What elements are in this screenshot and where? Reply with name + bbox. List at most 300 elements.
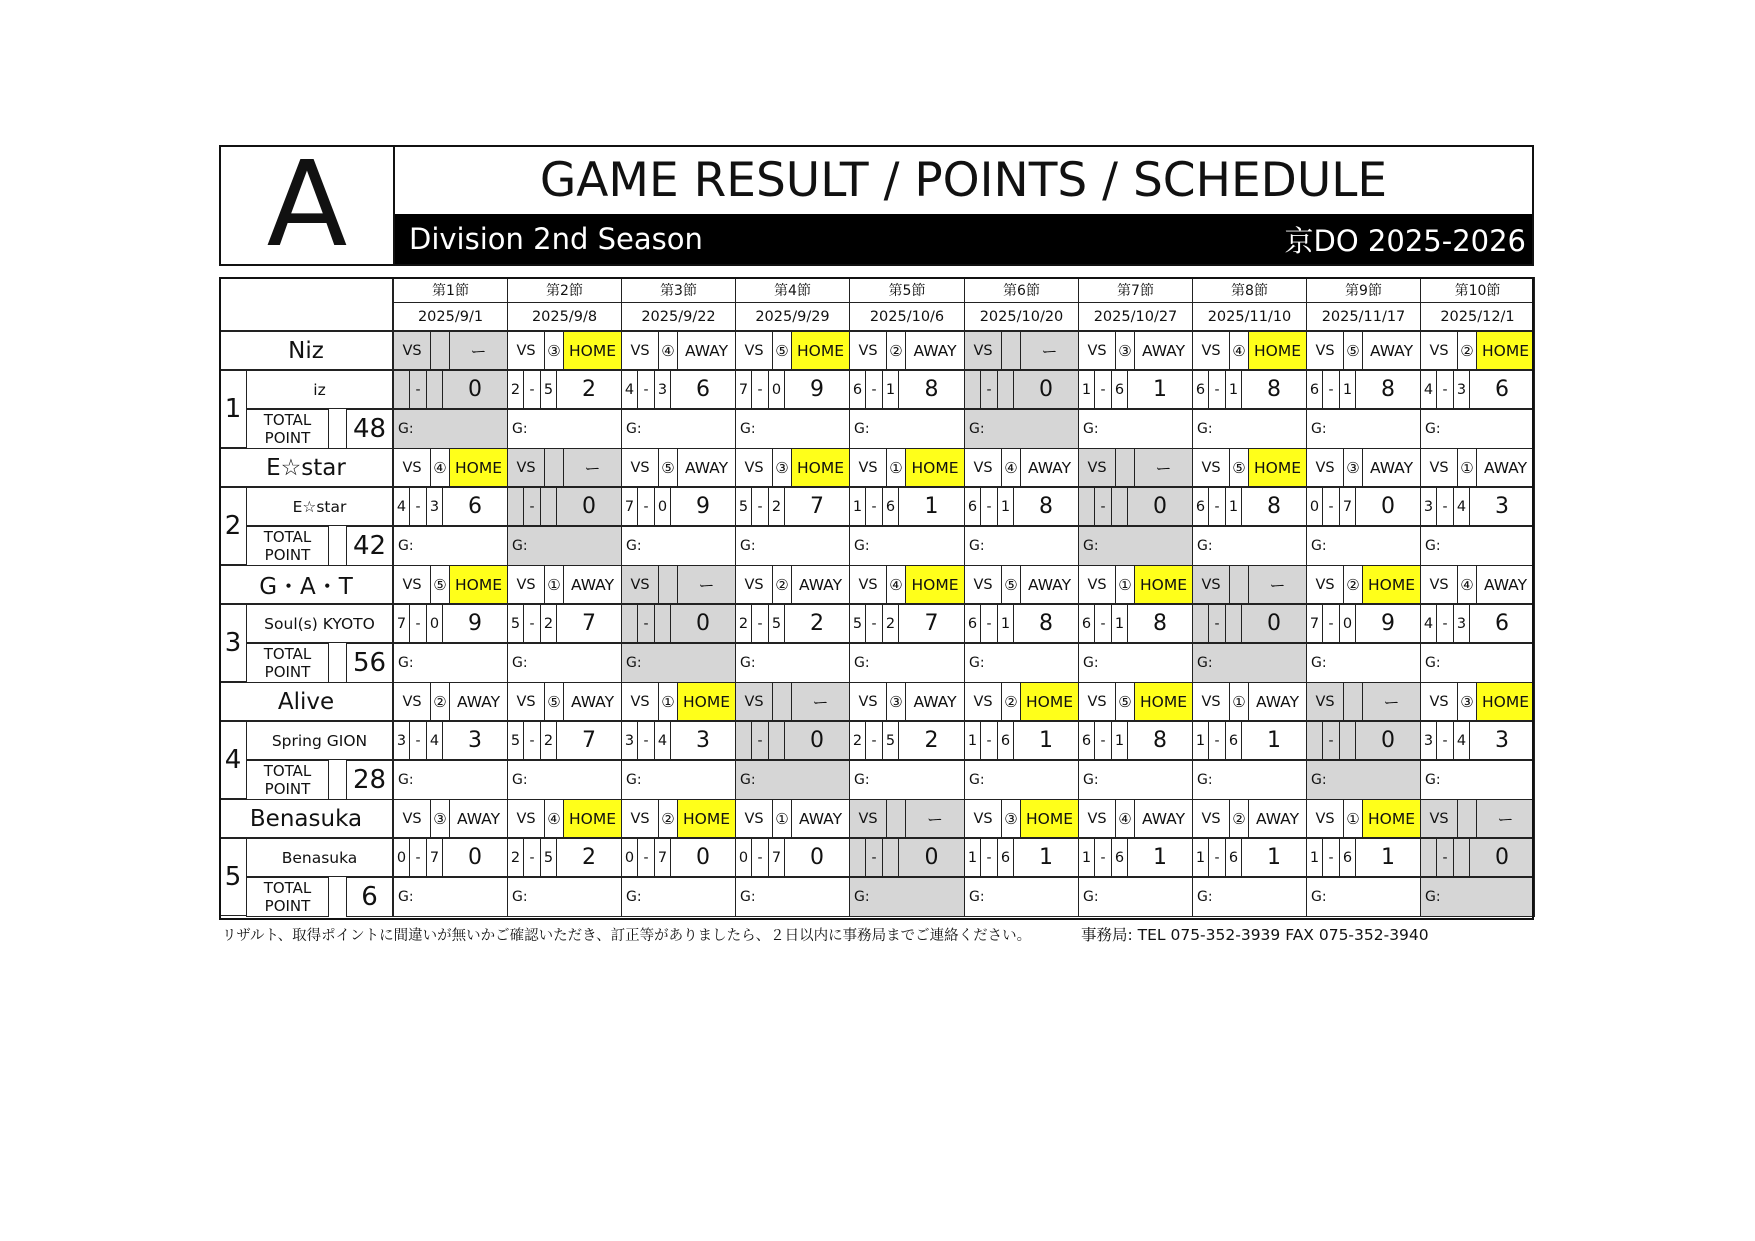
score-sep: - [751, 604, 769, 643]
round-date: 2025/9/22 [621, 302, 736, 331]
match-points: 0 [442, 370, 508, 409]
goal-scorers: G: [735, 643, 850, 683]
match-points: 6 [442, 487, 508, 526]
opponent-number: ③ [1115, 331, 1135, 370]
goal-scorers: G: [1420, 760, 1535, 800]
bye-dash: ー [905, 799, 965, 838]
score-for: 1 [1192, 721, 1209, 760]
match-points: 8 [1241, 370, 1307, 409]
team-venue: Spring GION [246, 721, 393, 760]
score-sep: - [409, 370, 427, 409]
opponent-number: ③ [1343, 448, 1363, 487]
opponent-blank [1115, 448, 1135, 487]
score-for: 1 [964, 721, 981, 760]
vs-label: VS [1078, 565, 1116, 604]
venue-side-away: AWAY [449, 682, 508, 721]
score-for: 6 [1306, 370, 1323, 409]
vs-label: VS [621, 682, 659, 721]
goal-scorers: G: [735, 409, 850, 449]
total-point-label [246, 760, 329, 800]
match-points: 3 [1469, 487, 1535, 526]
score-against: 5 [540, 838, 557, 877]
score-for: 5 [507, 604, 524, 643]
round-date: 2025/9/8 [507, 302, 622, 331]
score-for: 1 [1306, 838, 1323, 877]
score-sep: - [1208, 721, 1226, 760]
round-label: 第4節 [735, 277, 850, 303]
score-sep: - [980, 604, 998, 643]
goal-scorers: G: [393, 526, 508, 566]
opponent-number: ② [886, 331, 906, 370]
score-against: 7 [768, 838, 785, 877]
goal-scorers: G: [849, 409, 965, 449]
venue-side-away: AWAY [791, 565, 850, 604]
score-sep: - [865, 838, 883, 877]
total-point-value: 48 [346, 409, 393, 449]
goal-scorers: G: [849, 526, 965, 566]
opponent-number: ① [658, 682, 678, 721]
round-label: 第6節 [964, 277, 1079, 303]
goal-scorers: G: [1306, 877, 1421, 917]
vs-label: VS [621, 565, 659, 604]
round-date: 2025/9/29 [735, 302, 850, 331]
vs-label: VS [849, 331, 887, 370]
score-sep: - [523, 370, 541, 409]
round-label: 第5節 [849, 277, 965, 303]
score-sep: - [1208, 604, 1226, 643]
opponent-number: ① [544, 565, 564, 604]
score-for: 0 [393, 838, 410, 877]
score-for: 7 [1306, 604, 1323, 643]
score-sep: - [751, 838, 769, 877]
bye-dash: ー [1362, 682, 1421, 721]
score-for: 5 [849, 604, 866, 643]
match-points: 6 [670, 370, 736, 409]
score-sep: - [980, 487, 998, 526]
vs-label: VS [849, 565, 887, 604]
score-against: 0 [654, 487, 671, 526]
goal-scorers: G: [1306, 760, 1421, 800]
opponent-number: ⑤ [658, 448, 678, 487]
venue-side-away: AWAY [1134, 331, 1193, 370]
score-for: 6 [964, 604, 981, 643]
venue-side-home: HOME [677, 799, 736, 838]
bye-dash: ー [1020, 331, 1079, 370]
round-label: 第9節 [1306, 277, 1421, 303]
vs-label: VS [964, 565, 1002, 604]
score-sep: - [1094, 487, 1112, 526]
opponent-number: ⑤ [772, 331, 792, 370]
goal-scorers: G: [621, 409, 736, 449]
score-for: 0 [735, 838, 752, 877]
opponent-number: ③ [430, 799, 450, 838]
venue-side-away: AWAY [1020, 448, 1079, 487]
opponent-number: ② [430, 682, 450, 721]
total-point-text: TOTAL POINT [263, 528, 312, 564]
vs-label: VS [621, 331, 659, 370]
venue-side-away: AWAY [677, 331, 736, 370]
vs-label: VS [507, 565, 545, 604]
score-blank [997, 370, 1014, 409]
opponent-number: ① [886, 448, 906, 487]
goal-scorers: G: [1192, 643, 1307, 683]
venue-side-home: HOME [563, 799, 622, 838]
score-against: 6 [1111, 370, 1128, 409]
round-date: 2025/12/1 [1420, 302, 1535, 331]
vs-label: VS [735, 682, 773, 721]
score-sep: - [1436, 838, 1454, 877]
goal-scorers: G: [393, 409, 508, 449]
vs-label: VS [1192, 448, 1230, 487]
score-sep: - [1094, 370, 1112, 409]
vs-label: VS [393, 565, 431, 604]
match-points: 1 [1241, 838, 1307, 877]
score-for: 1 [1078, 370, 1095, 409]
round-date: 2025/10/27 [1078, 302, 1193, 331]
score-blank [882, 838, 899, 877]
score-sep: - [523, 721, 541, 760]
venue-side-home: HOME [1134, 565, 1193, 604]
total-point-value: 56 [346, 643, 393, 683]
opponent-number: ④ [430, 448, 450, 487]
score-blank [621, 604, 638, 643]
total-point-value: 28 [346, 760, 393, 800]
score-for: 3 [393, 721, 410, 760]
goal-scorers: G: [393, 643, 508, 683]
total-point-label [246, 409, 329, 449]
opponent-number: ② [1457, 331, 1477, 370]
goal-scorers: G: [964, 643, 1079, 683]
vs-label: VS [393, 331, 431, 370]
score-blank [654, 604, 671, 643]
score-for: 4 [393, 487, 410, 526]
match-points: 8 [1241, 487, 1307, 526]
score-sep: - [637, 487, 655, 526]
score-sep: - [1094, 838, 1112, 877]
total-point-text: TOTAL POINT [263, 645, 312, 681]
opponent-number: ④ [1115, 799, 1135, 838]
match-points: 8 [1013, 604, 1079, 643]
opponent-number: ④ [1001, 448, 1021, 487]
vs-label: VS [1420, 331, 1458, 370]
team-venue: E☆star [246, 487, 393, 526]
score-sep: - [1322, 721, 1340, 760]
team-name: G・A・T [219, 565, 393, 604]
score-for: 5 [735, 487, 752, 526]
venue-side-home: HOME [905, 448, 965, 487]
team-rank: 3 [219, 604, 247, 682]
vs-label: VS [849, 799, 887, 838]
score-for: 6 [1078, 604, 1095, 643]
match-points: 0 [1355, 487, 1421, 526]
score-against: 1 [1111, 721, 1128, 760]
match-points: 0 [1013, 370, 1079, 409]
bye-dash: ー [1248, 565, 1307, 604]
venue-side-home: HOME [449, 448, 508, 487]
venue-side-away: AWAY [1248, 799, 1307, 838]
opponent-number: ⑤ [544, 682, 564, 721]
score-against: 6 [1225, 838, 1242, 877]
score-against: 4 [1453, 721, 1470, 760]
goal-scorers: G: [735, 526, 850, 566]
opponent-number: ① [1343, 799, 1363, 838]
score-against: 6 [997, 721, 1014, 760]
score-against: 1 [1339, 370, 1356, 409]
venue-side-home: HOME [1020, 799, 1079, 838]
goal-scorers: G: [1306, 409, 1421, 449]
match-points: 3 [442, 721, 508, 760]
score-for: 3 [621, 721, 638, 760]
match-points: 0 [1127, 487, 1193, 526]
match-points: 7 [784, 487, 850, 526]
score-against: 6 [1111, 838, 1128, 877]
score-for: 6 [1192, 487, 1209, 526]
total-point-value: 6 [346, 877, 393, 917]
match-points: 2 [784, 604, 850, 643]
score-against: 6 [1339, 838, 1356, 877]
team-name: Alive [219, 682, 393, 721]
match-points: 8 [1355, 370, 1421, 409]
score-sep: - [523, 487, 541, 526]
vs-label: VS [1420, 799, 1458, 838]
score-against: 0 [1339, 604, 1356, 643]
goal-scorers: G: [849, 643, 965, 683]
round-label: 第8節 [1192, 277, 1307, 303]
score-sep: - [980, 370, 998, 409]
score-against: 7 [426, 838, 443, 877]
score-against: 5 [768, 604, 785, 643]
corner-header [219, 277, 393, 331]
match-points: 0 [442, 838, 508, 877]
score-against: 3 [1453, 604, 1470, 643]
score-for: 0 [1306, 487, 1323, 526]
goal-scorers: G: [735, 760, 850, 800]
score-against: 1 [997, 487, 1014, 526]
goal-scorers: G: [1078, 526, 1193, 566]
goal-scorers: G: [1420, 877, 1535, 917]
score-against: 5 [882, 721, 899, 760]
vs-label: VS [964, 799, 1002, 838]
team-rank: 5 [219, 838, 247, 916]
team-name: E☆star [219, 448, 393, 487]
match-points: 2 [556, 370, 622, 409]
match-points: 1 [1241, 721, 1307, 760]
score-sep: - [980, 721, 998, 760]
venue-side-away: AWAY [1134, 799, 1193, 838]
match-points: 0 [784, 838, 850, 877]
venue-side-away: AWAY [449, 799, 508, 838]
opponent-blank [1001, 331, 1021, 370]
score-for: 7 [621, 487, 638, 526]
opponent-number: ③ [1457, 682, 1477, 721]
score-blank [507, 487, 524, 526]
score-sep: - [751, 370, 769, 409]
vs-label: VS [1306, 448, 1344, 487]
score-sep: - [1436, 721, 1454, 760]
match-points: 6 [1469, 370, 1535, 409]
score-sep: - [1322, 604, 1340, 643]
goal-scorers: G: [964, 409, 1079, 449]
goal-scorers: G: [1192, 877, 1307, 917]
opponent-number: ④ [886, 565, 906, 604]
score-against: 6 [997, 838, 1014, 877]
division-season-label: Division 2nd Season [409, 222, 703, 256]
team-name: Benasuka [219, 799, 393, 838]
opponent-number: ③ [886, 682, 906, 721]
score-for: 6 [964, 487, 981, 526]
goal-scorers: G: [964, 526, 1079, 566]
goal-scorers: G: [1078, 760, 1193, 800]
score-sep: - [1208, 838, 1226, 877]
venue-side-away: AWAY [563, 682, 622, 721]
score-blank [1306, 721, 1323, 760]
match-points: 7 [556, 604, 622, 643]
score-for: 2 [507, 838, 524, 877]
vs-label: VS [849, 448, 887, 487]
score-sep: - [980, 838, 998, 877]
score-against: 5 [540, 370, 557, 409]
venue-side-home: HOME [1362, 799, 1421, 838]
match-points: 7 [898, 604, 965, 643]
team-venue: Benasuka [246, 838, 393, 877]
score-sep: - [1094, 604, 1112, 643]
score-sep: - [865, 721, 883, 760]
vs-label: VS [1192, 331, 1230, 370]
score-blank [768, 721, 785, 760]
bye-dash: ー [791, 682, 850, 721]
match-points: 9 [1355, 604, 1421, 643]
score-for: 7 [393, 604, 410, 643]
score-blank [1225, 604, 1242, 643]
vs-label: VS [1078, 331, 1116, 370]
opponent-number: ① [1229, 682, 1249, 721]
venue-side-away: AWAY [1362, 331, 1421, 370]
match-points: 0 [1241, 604, 1307, 643]
score-sep: - [637, 370, 655, 409]
vs-label: VS [1306, 682, 1344, 721]
score-against: 7 [1339, 487, 1356, 526]
score-against: 3 [1453, 370, 1470, 409]
match-points: 0 [1469, 838, 1535, 877]
venue-side-home: HOME [563, 331, 622, 370]
opponent-number: ② [658, 799, 678, 838]
venue-side-away: AWAY [1248, 682, 1307, 721]
score-for: 1 [1192, 838, 1209, 877]
opponent-number: ⑤ [1343, 331, 1363, 370]
score-blank [426, 370, 443, 409]
score-sep: - [1322, 487, 1340, 526]
vs-label: VS [1192, 799, 1230, 838]
division-letter: A [266, 135, 348, 273]
vs-label: VS [1306, 799, 1344, 838]
goal-scorers: G: [849, 877, 965, 917]
goal-scorers: G: [621, 760, 736, 800]
opponent-number: ② [1001, 682, 1021, 721]
vs-label: VS [1078, 682, 1116, 721]
vs-label: VS [1420, 682, 1458, 721]
venue-side-home: HOME [1248, 448, 1307, 487]
venue-side-home: HOME [1476, 682, 1535, 721]
score-sep: - [409, 604, 427, 643]
match-points: 9 [442, 604, 508, 643]
bye-dash: ー [1476, 799, 1535, 838]
goal-scorers: G: [1306, 643, 1421, 683]
score-for: 3 [1420, 721, 1437, 760]
match-points: 0 [556, 487, 622, 526]
vs-label: VS [507, 682, 545, 721]
score-sep: - [637, 604, 655, 643]
vs-label: VS [1420, 448, 1458, 487]
round-date: 2025/11/10 [1192, 302, 1307, 331]
vs-label: VS [393, 799, 431, 838]
team-venue: iz [246, 370, 393, 409]
score-against: 1 [882, 370, 899, 409]
opponent-blank [1343, 682, 1363, 721]
score-sep: - [1094, 721, 1112, 760]
opponent-number: ⑤ [1229, 448, 1249, 487]
venue-side-away: AWAY [1476, 448, 1535, 487]
goal-scorers: G: [393, 877, 508, 917]
venue-side-home: HOME [1020, 682, 1079, 721]
goal-scorers: G: [507, 409, 622, 449]
venue-side-away: AWAY [791, 799, 850, 838]
match-points: 1 [1013, 838, 1079, 877]
score-blank [1420, 838, 1437, 877]
opponent-blank [658, 565, 678, 604]
vs-label: VS [849, 682, 887, 721]
match-points: 8 [1127, 721, 1193, 760]
vs-label: VS [735, 799, 773, 838]
goal-scorers: G: [964, 877, 1079, 917]
opponent-number: ④ [1457, 565, 1477, 604]
round-date: 2025/11/17 [1306, 302, 1421, 331]
venue-side-away: AWAY [905, 331, 965, 370]
goal-scorers: G: [507, 526, 622, 566]
score-sep: - [637, 721, 655, 760]
opponent-number: ③ [772, 448, 792, 487]
match-points: 0 [670, 604, 736, 643]
team-rank: 1 [219, 370, 247, 448]
vs-label: VS [964, 682, 1002, 721]
opponent-number: ② [1229, 799, 1249, 838]
venue-side-away: AWAY [1476, 565, 1535, 604]
total-point-text: TOTAL POINT [263, 762, 312, 798]
score-blank [849, 838, 866, 877]
score-against: 2 [540, 721, 557, 760]
goal-scorers: G: [1192, 526, 1307, 566]
vs-label: VS [1078, 448, 1116, 487]
score-sep: - [751, 721, 769, 760]
opponent-number: ④ [658, 331, 678, 370]
match-points: 2 [898, 721, 965, 760]
goal-scorers: G: [621, 526, 736, 566]
goal-scorers: G: [1192, 409, 1307, 449]
opponent-blank [430, 331, 450, 370]
match-points: 1 [1355, 838, 1421, 877]
opponent-number: ② [772, 565, 792, 604]
score-for: 4 [1420, 370, 1437, 409]
goal-scorers: G: [507, 877, 622, 917]
match-points: 3 [1469, 721, 1535, 760]
match-points: 2 [556, 838, 622, 877]
score-blank [1453, 838, 1470, 877]
opponent-number: ① [772, 799, 792, 838]
venue-side-home: HOME [1476, 331, 1535, 370]
round-label: 第2節 [507, 277, 622, 303]
vs-label: VS [735, 565, 773, 604]
goal-scorers: G: [507, 760, 622, 800]
score-for: 1 [964, 838, 981, 877]
